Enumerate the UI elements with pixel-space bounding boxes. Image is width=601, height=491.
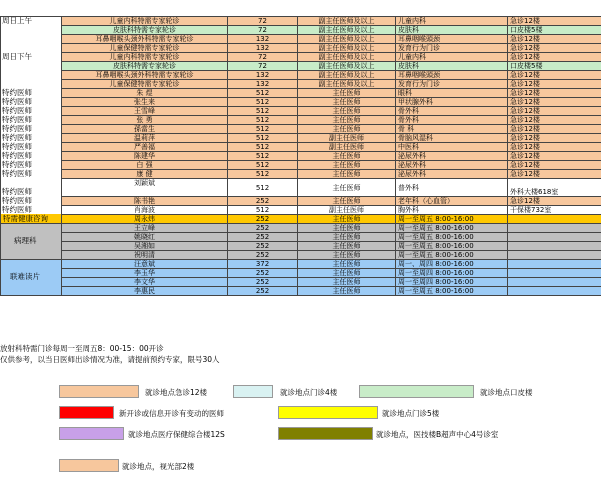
table-cell-room: 512 [228, 107, 298, 116]
legend-swatch [278, 427, 373, 440]
table-cell-dept: 张 勇 [62, 116, 228, 125]
table-row [62, 152, 601, 161]
table-row [62, 89, 601, 98]
row-label: 特约医师 [2, 132, 32, 142]
table-row [62, 260, 601, 269]
table-cell-title: 主任医师 [298, 242, 396, 251]
legend-swatch [233, 385, 273, 398]
table-cell-loc: 急诊12楼 [508, 71, 601, 80]
table-cell-room: 252 [228, 287, 298, 296]
table-cell-room: 512 [228, 206, 298, 215]
table-cell-specialty: 泌尿外科 [396, 161, 508, 170]
footer-note-radiology: 放射科特需门诊每周一至周五8：00-15：00开诊 [0, 344, 164, 353]
table-cell-room: 512 [228, 125, 298, 134]
pathology-band [0, 223, 61, 260]
table-cell-loc [508, 269, 601, 278]
table-cell-title: 副主任医师及以上 [298, 26, 396, 35]
table-cell-room: 512 [228, 98, 298, 107]
table-cell-specialty: 普外科 [396, 179, 508, 197]
row-label: 周日上午 [2, 15, 32, 25]
table-cell-specialty: 甲状腺外科 [396, 98, 508, 107]
table-cell-room: 512 [228, 152, 298, 161]
table-row [62, 80, 601, 89]
table-cell-title: 主任医师 [298, 287, 396, 296]
table-cell-title: 主任医师 [298, 278, 396, 287]
table-cell-dept: 张生来 [62, 98, 228, 107]
table-cell-dept: 儿童内科特需专家轮诊 [62, 53, 228, 62]
table-cell-specialty: 老年科（心血管） [396, 197, 508, 206]
table-cell-dept: 耳鼻咽喉头颈外科特需专家轮诊 [62, 35, 228, 44]
table-cell-specialty: 发育行为门诊 [396, 44, 508, 53]
table-cell-loc: 干保楼732室 [508, 206, 601, 215]
table-cell-specialty: 发育行为门诊 [396, 80, 508, 89]
row-label: 特约医师 [2, 186, 32, 196]
table-cell-room: 72 [228, 53, 298, 62]
legend-label: 就诊地点医疗保健综合楼12S [128, 430, 225, 439]
table-cell-title: 主任医师 [298, 233, 396, 242]
table-cell-title: 主任医师 [298, 107, 396, 116]
table-cell-specialty: 儿童内科 [396, 17, 508, 26]
table-cell-title: 主任医师 [298, 251, 396, 260]
table-cell-title: 副主任医师及以上 [298, 71, 396, 80]
table-cell-loc: 急诊12楼 [508, 161, 601, 170]
table-cell-loc [508, 224, 601, 233]
table-cell-loc [508, 287, 601, 296]
table-cell-room: 252 [228, 224, 298, 233]
table-row [62, 98, 601, 107]
table-cell-dept: 儿童保健特需专家轮诊 [62, 44, 228, 53]
table-row [62, 215, 601, 224]
table-row [62, 233, 601, 242]
table-cell-dept: 肖海波 [62, 206, 228, 215]
table-cell-dept: 李惠民 [62, 287, 228, 296]
table-cell-title: 主任医师 [298, 152, 396, 161]
table-cell-loc: 急诊12楼 [508, 98, 601, 107]
table-cell-specialty: 皮肤科 [396, 62, 508, 71]
table-cell-title: 副主任医师 [298, 206, 396, 215]
table-cell-room: 512 [228, 170, 298, 179]
table-cell-title: 主任医师 [298, 89, 396, 98]
table-cell-dept: 皮肤科特需专家轮诊 [62, 62, 228, 71]
table-row [62, 278, 601, 287]
table-cell-specialty: 周一至周五 8:00-16:00 [396, 224, 508, 233]
pathology-label: 病理科 [14, 236, 37, 245]
table-cell-loc: 外科大楼618室 [508, 179, 601, 197]
table-cell-room: 252 [228, 251, 298, 260]
table-cell-dept: 王立峰 [62, 224, 228, 233]
table-row [62, 179, 601, 197]
table-cell-dept: 刘颖斌 [62, 179, 228, 197]
table-cell-room: 132 [228, 44, 298, 53]
table-cell-room: 252 [228, 242, 298, 251]
table-row [62, 161, 601, 170]
row-label: 特约医师 [2, 123, 32, 133]
table-cell-dept: 祝明清 [62, 251, 228, 260]
table-cell-specialty: 周一至周五 8:00-16:00 [396, 251, 508, 260]
table-cell-title: 副主任医师及以上 [298, 53, 396, 62]
table-cell-specialty: 周一至周五 8:00-16:00 [396, 233, 508, 242]
table-cell-specialty: 周一至周四 8:00-16:00 [396, 269, 508, 278]
table-row [62, 197, 601, 206]
table-row [62, 107, 601, 116]
table-row [62, 71, 601, 80]
row-label: 特约医师 [2, 204, 32, 214]
table-cell-specialty: 骨脑风湿科 [396, 134, 508, 143]
table-row [62, 269, 601, 278]
table-cell-loc [508, 242, 601, 251]
row-label: 特约医师 [2, 150, 32, 160]
table-cell-dept: 吴湘如 [62, 242, 228, 251]
table-row [62, 26, 601, 35]
table-cell-title: 副主任医师及以上 [298, 80, 396, 89]
table-cell-title: 副主任医师及以上 [298, 62, 396, 71]
table-cell-title: 主任医师 [298, 125, 396, 134]
table-cell-dept: 陈建华 [62, 152, 228, 161]
table-row [62, 125, 601, 134]
legend-label: 就诊地点口皮楼 [480, 388, 533, 397]
table-row [62, 224, 601, 233]
legend-label: 就诊地点门诊5楼 [382, 409, 440, 418]
table-cell-specialty: 泌尿外科 [396, 170, 508, 179]
table-cell-loc: 口皮楼5楼 [508, 26, 601, 35]
table-cell-dept: 王雪峰 [62, 107, 228, 116]
table-row [62, 143, 601, 152]
schedule-table [61, 16, 601, 296]
row-label: 特约医师 [2, 105, 32, 115]
table-cell-room: 372 [228, 260, 298, 269]
table-cell-dept: 康 健 [62, 170, 228, 179]
table-row [62, 53, 601, 62]
table-cell-dept: 严善福 [62, 143, 228, 152]
table-cell-specialty: 周一至周四 8:00-16:00 [396, 278, 508, 287]
table-cell-title: 主任医师 [298, 197, 396, 206]
table-cell-title: 副主任医师 [298, 134, 396, 143]
table-cell-room: 72 [228, 17, 298, 26]
table-cell-loc [508, 251, 601, 260]
table-row [62, 242, 601, 251]
table-cell-specialty: 骨外科 [396, 116, 508, 125]
table-row [62, 170, 601, 179]
row-label: 特约医师 [2, 141, 32, 151]
table-cell-loc: 急诊12楼 [508, 44, 601, 53]
table-cell-dept: 皮肤科特需专家轮诊 [62, 26, 228, 35]
table-cell-title: 主任医师 [298, 179, 396, 197]
table-cell-dept: 陈书艳 [62, 197, 228, 206]
table-cell-dept: 朱 煜 [62, 89, 228, 98]
table-row [62, 44, 601, 53]
table-cell-loc: 急诊12楼 [508, 35, 601, 44]
table-row [62, 287, 601, 296]
row-label: 特约医师 [2, 96, 32, 106]
joint-reading-label: 联难读片 [10, 272, 40, 281]
table-cell-title: 主任医师 [298, 224, 396, 233]
row-label: 特约医师 [2, 87, 32, 97]
table-cell-loc: 急诊12楼 [508, 80, 601, 89]
table-cell-dept: 儿童内科特需专家轮诊 [62, 17, 228, 26]
table-cell-room: 512 [228, 143, 298, 152]
table-cell-room: 512 [228, 179, 298, 197]
table-cell-title: 主任医师 [298, 260, 396, 269]
table-cell-title: 主任医师 [298, 215, 396, 224]
table-cell-dept: 耳鼻咽喉头颈外科特需专家轮诊 [62, 71, 228, 80]
table-row [62, 17, 601, 26]
table-cell-specialty: 儿童内科 [396, 53, 508, 62]
table-cell-specialty: 胸外科 [396, 206, 508, 215]
table-cell-title: 主任医师 [298, 116, 396, 125]
table-cell-dept: 周永炜 [62, 215, 228, 224]
table-cell-room: 512 [228, 161, 298, 170]
legend-swatch [359, 385, 474, 398]
table-cell-dept: 李玉华 [62, 269, 228, 278]
table-cell-loc: 急诊12楼 [508, 116, 601, 125]
table-row [62, 35, 601, 44]
table-cell-room: 132 [228, 80, 298, 89]
table-row [62, 116, 601, 125]
legend-swatch [59, 385, 139, 398]
table-cell-loc [508, 260, 601, 269]
legend-swatch [59, 406, 114, 419]
table-cell-room: 512 [228, 89, 298, 98]
row-label: 特约医师 [2, 159, 32, 169]
row-label: 特约医师 [2, 195, 32, 205]
table-cell-specialty: 中医科 [396, 143, 508, 152]
legend-label: 就诊地点，视光部2楼 [122, 462, 195, 471]
table-cell-loc: 急诊12楼 [508, 107, 601, 116]
table-cell-specialty: 皮肤科 [396, 26, 508, 35]
table-cell-specialty: 骨外科 [396, 107, 508, 116]
table-cell-specialty: 耳鼻咽喉頭颈 [396, 71, 508, 80]
table-cell-specialty: 骨 科 [396, 125, 508, 134]
table-cell-room: 252 [228, 278, 298, 287]
table-cell-room: 72 [228, 26, 298, 35]
table-cell-dept: 白 强 [62, 161, 228, 170]
legend-label: 就诊地点，医技楼B超声中心4号诊室 [376, 430, 499, 439]
table-cell-dept: 孫當生 [62, 125, 228, 134]
row-label: 周日下午 [2, 51, 32, 61]
table-cell-title: 副主任医师及以上 [298, 44, 396, 53]
table-cell-room: 252 [228, 269, 298, 278]
table-cell-title: 主任医师 [298, 170, 396, 179]
table-cell-loc: 口皮楼5楼 [508, 62, 601, 71]
row-label: 特约医师 [2, 168, 32, 178]
footer-note-disclaimer: 仅供参考，以当日医师出诊情况为准，请提前预约专家，限号30人 [0, 355, 220, 364]
table-cell-dept: 李文华 [62, 278, 228, 287]
table-cell-loc: 急诊12楼 [508, 134, 601, 143]
table-cell-room: 252 [228, 215, 298, 224]
table-cell-loc: 急诊12楼 [508, 170, 601, 179]
table-cell-room: 132 [228, 35, 298, 44]
table-cell-title: 副主任医师 [298, 143, 396, 152]
legend-label: 新开诊或信息开诊有变动的医师 [119, 409, 224, 418]
table-row [62, 206, 601, 215]
table-cell-specialty: 周一至周五 8:00-16:00 [396, 287, 508, 296]
table-cell-loc: 急诊12楼 [508, 89, 601, 98]
table-cell-loc: 急诊12楼 [508, 143, 601, 152]
legend-swatch [59, 459, 119, 472]
table-cell-specialty: 泌尿外科 [396, 152, 508, 161]
legend-swatch [59, 427, 124, 440]
row-label: 特约医师 [2, 114, 32, 124]
legend-swatch [278, 406, 378, 419]
table-cell-loc [508, 278, 601, 287]
table-cell-specialty: 周一至周五 8:00-16:00 [396, 242, 508, 251]
health-consult-label: 特需健康咨询 [0, 214, 61, 223]
table-cell-dept: 汪意斌 [62, 260, 228, 269]
table-cell-loc: 急诊12楼 [508, 53, 601, 62]
table-cell-title: 副主任医师及以上 [298, 35, 396, 44]
table-cell-specialty: 周一至周五 8:00-16:00 [396, 215, 508, 224]
table-cell-room: 132 [228, 71, 298, 80]
table-cell-room: 252 [228, 233, 298, 242]
joint-reading-band [0, 259, 61, 296]
table-cell-title: 主任医师 [298, 161, 396, 170]
legend-label: 就诊地点急诊12楼 [145, 388, 208, 397]
table-row [62, 134, 601, 143]
table-cell-room: 72 [228, 62, 298, 71]
table-cell-room: 512 [228, 134, 298, 143]
table-cell-specialty: 周一、周四 8:00-16:00 [396, 260, 508, 269]
legend-label: 就诊地点门诊4楼 [280, 388, 338, 397]
table-row [62, 251, 601, 260]
table-cell-specialty: 耳鼻咽喉頭颈 [396, 35, 508, 44]
table-cell-room: 252 [228, 197, 298, 206]
table-cell-loc [508, 215, 601, 224]
table-cell-loc: 急诊12楼 [508, 197, 601, 206]
table-cell-title: 副主任医师及以上 [298, 17, 396, 26]
table-cell-loc [508, 233, 601, 242]
table-cell-dept: 姚晓红 [62, 233, 228, 242]
table-cell-loc: 急诊12楼 [508, 125, 601, 134]
table-cell-dept: 温莉萍 [62, 134, 228, 143]
table-cell-specialty: 眼科 [396, 89, 508, 98]
table-cell-loc: 急诊12楼 [508, 152, 601, 161]
table-row [62, 62, 601, 71]
table-cell-loc: 急诊12楼 [508, 17, 601, 26]
table-cell-room: 512 [228, 116, 298, 125]
table-cell-title: 主任医师 [298, 98, 396, 107]
table-cell-title: 主任医师 [298, 269, 396, 278]
table-cell-dept: 儿童保健特需专家轮诊 [62, 80, 228, 89]
